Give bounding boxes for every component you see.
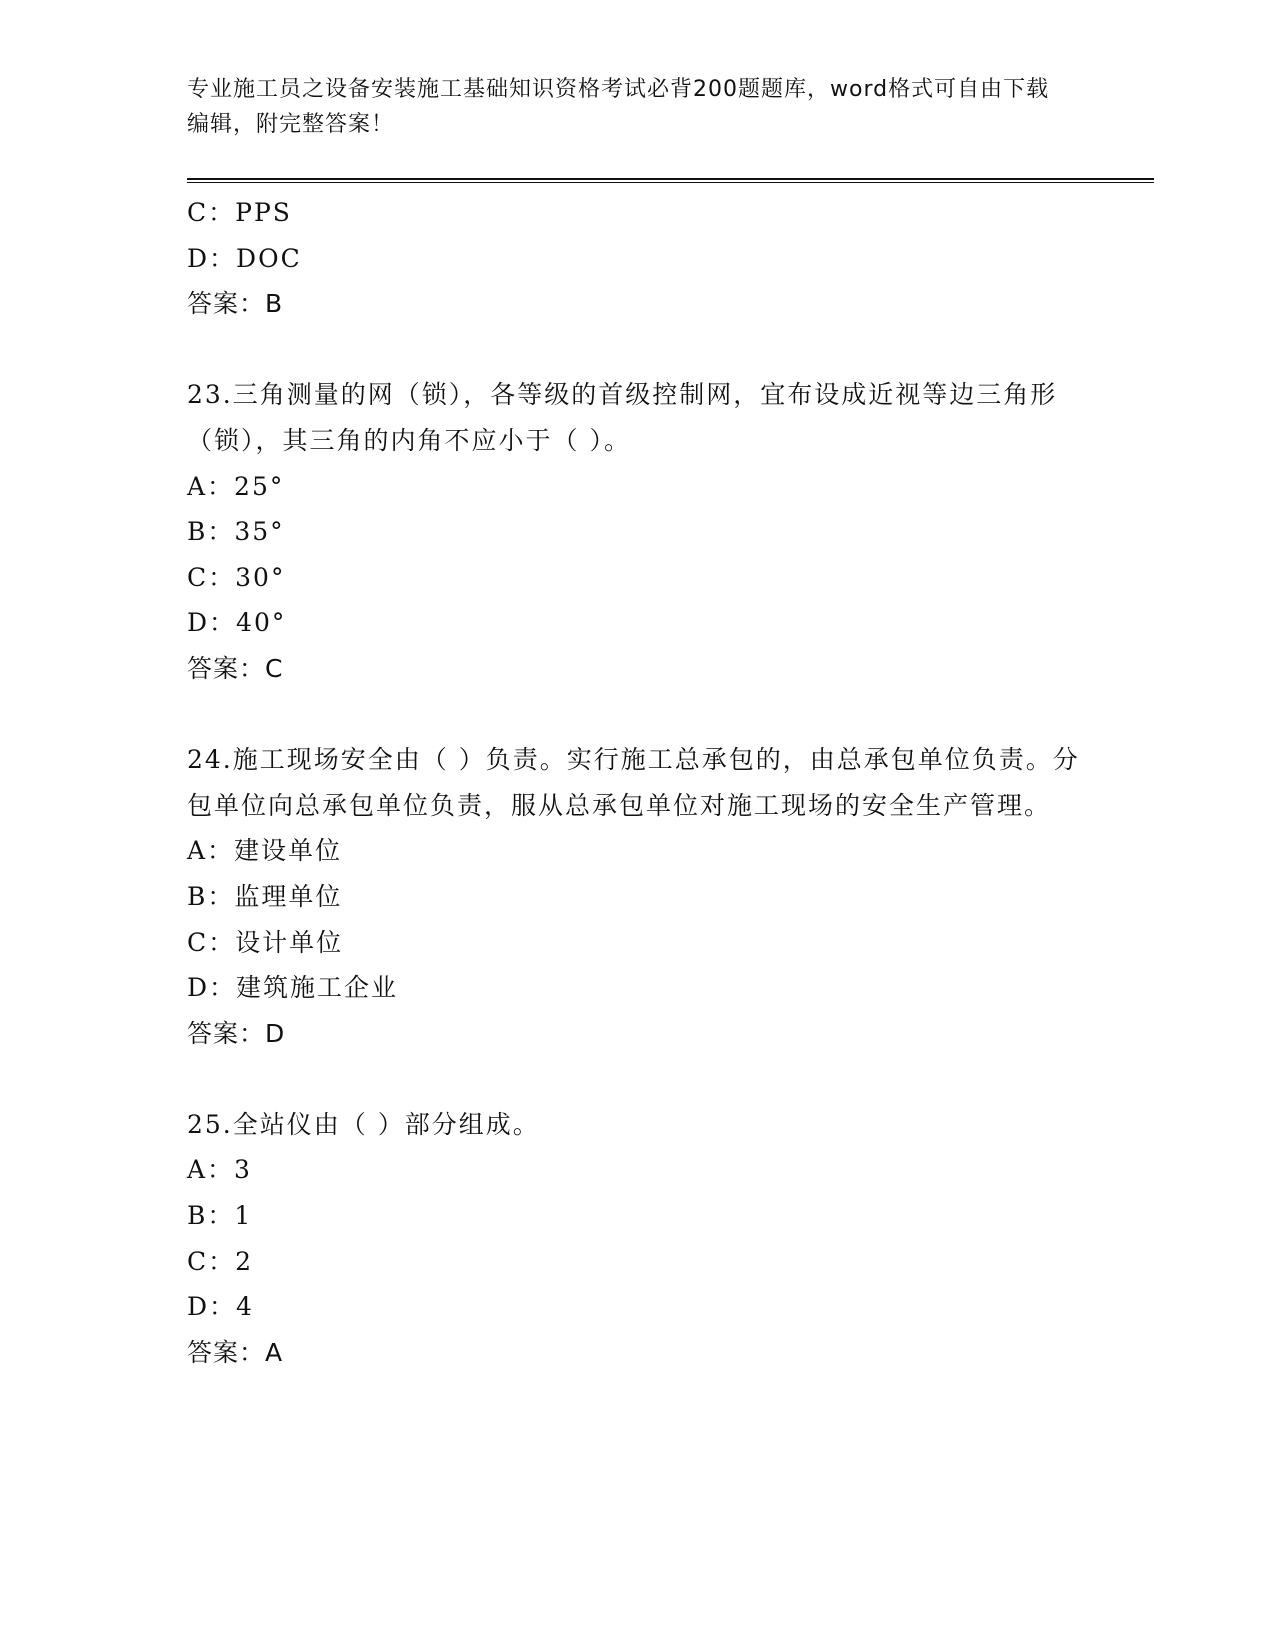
answer: 答案：D: [187, 1018, 286, 1048]
answer: 答案：A: [187, 1337, 284, 1367]
option-b: B：监理单位: [187, 881, 343, 911]
question-fragment: [187, 190, 1087, 327]
option-d: D：40°: [187, 608, 287, 638]
option-d: D：4: [187, 1292, 254, 1322]
option-a: A：25°: [187, 471, 285, 501]
option-a: A：建设单位: [187, 836, 343, 866]
option-b: B：1: [187, 1201, 253, 1231]
option-d: D：建筑施工企业: [187, 973, 399, 1003]
question-24: [187, 737, 1087, 1056]
question-stem: 23.三角测量的网（锁），各等级的首级控制网，宜布设成近视等边三角形（锁），其三角的内角不应小于（ ）。: [187, 380, 1058, 455]
document-title: 专业施工员之设备安装施工基础知识资格考试必背200题题库，word格式可自由下载编辑，附完整答案！: [187, 77, 1050, 137]
option-d: D：DOC: [187, 243, 302, 273]
option-c: C：2: [187, 1246, 254, 1276]
option-c: C：设计单位: [187, 927, 344, 957]
question-list: [187, 190, 1087, 1375]
answer: 答案：C: [187, 653, 284, 683]
question-23: [187, 372, 1087, 691]
question-25: [187, 1102, 1087, 1376]
question-stem: 25.全站仪由（ ）部分组成。: [187, 1109, 540, 1139]
question-stem: 24.施工现场安全由（ ）负责。实行施工总承包的，由总承包单位负责。分包单位向总承包单位负责，服从总承包单位对施工现场的安全生产管理。: [187, 745, 1080, 820]
option-b: B：35°: [187, 517, 285, 547]
option-c: C：PPS: [187, 198, 292, 227]
page-header: [187, 72, 1067, 142]
option-a: A：3: [187, 1155, 252, 1185]
header-divider: [187, 178, 1154, 183]
answer: 答案：B: [187, 289, 284, 319]
option-c: C：30°: [187, 562, 286, 592]
